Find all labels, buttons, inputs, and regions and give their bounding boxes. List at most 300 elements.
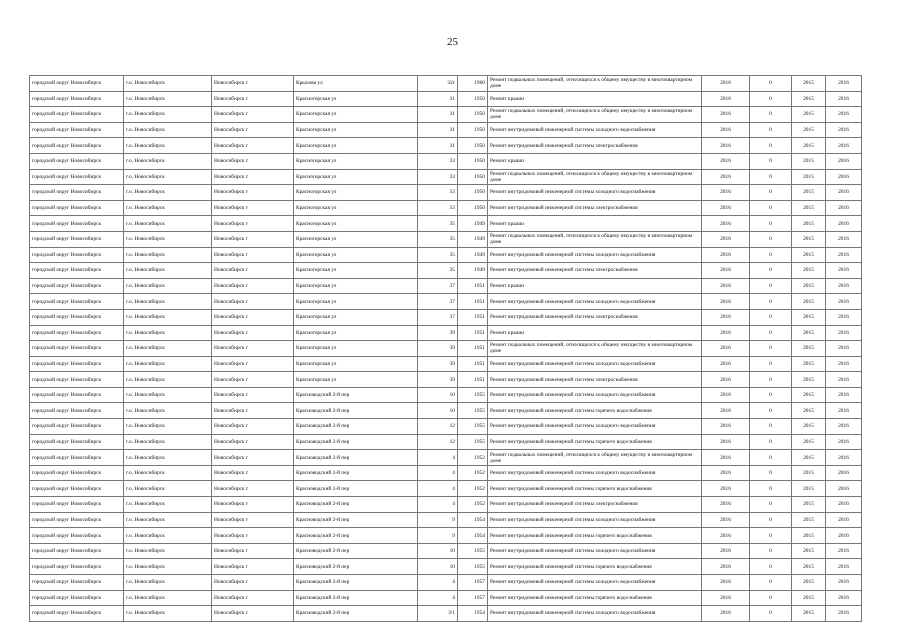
cell-street: Красногорская ул: [294, 278, 418, 294]
cell-y2: 2015: [792, 465, 826, 481]
cell-y3: 2016: [826, 309, 862, 325]
cell-district: г.о. Новосибирск: [124, 122, 212, 138]
cell-house: 12: [418, 434, 458, 450]
cell-city: Новосибирск г: [212, 481, 294, 497]
cell-street: Красногорская ул: [294, 200, 418, 216]
cell-district: г.о. Новосибирск: [124, 294, 212, 310]
cell-municipality: городской округ Новосибирск: [30, 278, 124, 294]
cell-y2: 2015: [792, 575, 826, 591]
cell-district: г.о. Новосибирск: [124, 247, 212, 263]
cell-y1: 2016: [702, 512, 750, 528]
cell-y3: 2016: [826, 216, 862, 232]
cell-municipality: городской округ Новосибирск: [30, 107, 124, 123]
cell-municipality: городской округ Новосибирск: [30, 231, 124, 247]
cell-work: Ремонт подвальных помещений, относящихся к общему имуществу в многоквартирном доме: [488, 107, 702, 123]
cell-municipality: городской округ Новосибирск: [30, 341, 124, 357]
cell-work: Ремонт внутридомовой инженерной системы холодного водоснабжения: [488, 185, 702, 201]
cell-work: Ремонт подвальных помещений, относящихся к общему имуществу в многоквартирном доме: [488, 76, 702, 92]
cell-municipality: городской округ Новосибирск: [30, 200, 124, 216]
cell-work: Ремонт внутридомовой инженерной системы холодного водоснабжения: [488, 465, 702, 481]
cell-work: Ремонт внутридомовой инженерной системы электроснабжения: [488, 372, 702, 388]
cell-y1: 2016: [702, 356, 750, 372]
cell-municipality: городской округ Новосибирск: [30, 153, 124, 169]
table-row: [30, 185, 862, 201]
cell-y2: 2015: [792, 263, 826, 279]
cell-city: Новосибирск г: [212, 263, 294, 279]
cell-n: 0: [750, 76, 792, 92]
cell-y3: 2016: [826, 512, 862, 528]
cell-y2: 2015: [792, 528, 826, 544]
table-row: [30, 356, 862, 372]
cell-district: г.о. Новосибирск: [124, 450, 212, 466]
cell-y2: 2015: [792, 138, 826, 154]
cell-district: г.о. Новосибирск: [124, 528, 212, 544]
cell-district: г.о. Новосибирск: [124, 231, 212, 247]
cell-n: 0: [750, 528, 792, 544]
cell-house: 35: [418, 263, 458, 279]
cell-y1: 2016: [702, 543, 750, 559]
cell-street: Красногорская ул: [294, 325, 418, 341]
cell-city: Новосибирск г: [212, 107, 294, 123]
cell-work: Ремонт внутридомовой инженерной системы холодного водоснабжения: [488, 356, 702, 372]
cell-y1: 2016: [702, 419, 750, 435]
cell-street: Красноводский 2-й пер: [294, 434, 418, 450]
cell-house: 10: [418, 387, 458, 403]
cell-street: Красноводский 2-й пер: [294, 387, 418, 403]
cell-n: 0: [750, 419, 792, 435]
cell-street: Красноводский 2-й пер: [294, 512, 418, 528]
cell-municipality: городской округ Новосибирск: [30, 76, 124, 92]
table-row: [30, 403, 862, 419]
cell-city: Новосибирск г: [212, 153, 294, 169]
cell-street: Красногорская ул: [294, 138, 418, 154]
cell-district: г.о. Новосибирск: [124, 263, 212, 279]
cell-work: Ремонт внутридомовой инженерной системы холодного водоснабжения: [488, 247, 702, 263]
cell-y1: 2016: [702, 91, 750, 107]
cell-district: г.о. Новосибирск: [124, 559, 212, 575]
cell-street: Красноводский 2-й пер: [294, 575, 418, 591]
cell-house: 10: [418, 403, 458, 419]
cell-street: Красноводский 2-й пер: [294, 606, 418, 622]
table-row: [30, 465, 862, 481]
cell-street: Красноводский 2-й пер: [294, 543, 418, 559]
cell-municipality: городской округ Новосибирск: [30, 122, 124, 138]
cell-city: Новосибирск г: [212, 325, 294, 341]
cell-y1: 2016: [702, 325, 750, 341]
cell-year: 1949: [458, 263, 488, 279]
cell-street: Красногорская ул: [294, 372, 418, 388]
cell-street: Красноводский 2-й пер: [294, 450, 418, 466]
cell-house: 4: [418, 481, 458, 497]
cell-city: Новосибирск г: [212, 278, 294, 294]
cell-district: г.о. Новосибирск: [124, 76, 212, 92]
cell-work: Ремонт внутридомовой инженерной системы холодного водоснабжения: [488, 294, 702, 310]
cell-city: Новосибирск г: [212, 606, 294, 622]
cell-y2: 2015: [792, 185, 826, 201]
cell-district: г.о. Новосибирск: [124, 512, 212, 528]
cell-house: 33: [418, 153, 458, 169]
cell-house: 31: [418, 107, 458, 123]
cell-y3: 2016: [826, 497, 862, 513]
cell-n: 0: [750, 465, 792, 481]
cell-y2: 2015: [792, 606, 826, 622]
cell-district: г.о. Новосибирск: [124, 403, 212, 419]
cell-n: 0: [750, 91, 792, 107]
cell-year: 1952: [458, 450, 488, 466]
cell-work: Ремонт крыши: [488, 216, 702, 232]
cell-y3: 2016: [826, 419, 862, 435]
cell-year: 1955: [458, 387, 488, 403]
cell-district: г.о. Новосибирск: [124, 606, 212, 622]
cell-n: 0: [750, 559, 792, 575]
cell-n: 0: [750, 543, 792, 559]
table-row: [30, 606, 862, 622]
cell-street: Красногорская ул: [294, 169, 418, 185]
cell-y1: 2016: [702, 247, 750, 263]
cell-district: г.о. Новосибирск: [124, 153, 212, 169]
cell-y1: 2016: [702, 122, 750, 138]
cell-municipality: городской округ Новосибирск: [30, 356, 124, 372]
cell-y3: 2016: [826, 606, 862, 622]
cell-house: 31: [418, 138, 458, 154]
cell-year: 1949: [458, 231, 488, 247]
cell-n: 0: [750, 450, 792, 466]
table-row: [30, 450, 862, 466]
cell-work: Ремонт внутридомовой инженерной системы горячего водоснабжения: [488, 434, 702, 450]
cell-city: Новосибирск г: [212, 185, 294, 201]
cell-city: Новосибирск г: [212, 309, 294, 325]
cell-city: Новосибирск г: [212, 200, 294, 216]
cell-work: Ремонт внутридомовой инженерной системы горячего водоснабжения: [488, 403, 702, 419]
cell-district: г.о. Новосибирск: [124, 590, 212, 606]
cell-y3: 2016: [826, 122, 862, 138]
cell-y3: 2016: [826, 200, 862, 216]
cell-n: 0: [750, 356, 792, 372]
cell-district: г.о. Новосибирск: [124, 185, 212, 201]
table-row: [30, 107, 862, 123]
cell-city: Новосибирск г: [212, 465, 294, 481]
table-row: [30, 387, 862, 403]
cell-district: г.о. Новосибирск: [124, 107, 212, 123]
cell-y3: 2016: [826, 294, 862, 310]
cell-work: Ремонт внутридомовой инженерной системы холодного водоснабжения: [488, 419, 702, 435]
cell-work: Ремонт внутридомовой инженерной системы холодного водоснабжения: [488, 575, 702, 591]
cell-n: 0: [750, 606, 792, 622]
cell-work: Ремонт внутридомовой инженерной системы горячего водоснабжения: [488, 528, 702, 544]
cell-n: 0: [750, 575, 792, 591]
cell-municipality: городской округ Новосибирск: [30, 185, 124, 201]
cell-street: Красноводский 2-й пер: [294, 528, 418, 544]
cell-n: 0: [750, 403, 792, 419]
cell-district: г.о. Новосибирск: [124, 91, 212, 107]
cell-city: Новосибирск г: [212, 528, 294, 544]
cell-house: 37: [418, 294, 458, 310]
table-row: [30, 512, 862, 528]
cell-house: 35: [418, 231, 458, 247]
cell-work: Ремонт крыши: [488, 91, 702, 107]
cell-year: 1949: [458, 247, 488, 263]
cell-y3: 2016: [826, 138, 862, 154]
cell-year: 1952: [458, 465, 488, 481]
cell-y1: 2016: [702, 278, 750, 294]
cell-y2: 2015: [792, 122, 826, 138]
cell-municipality: городской округ Новосибирск: [30, 263, 124, 279]
cell-district: г.о. Новосибирск: [124, 278, 212, 294]
cell-work: Ремонт внутридомовой инженерной системы электроснабжения: [488, 138, 702, 154]
cell-street: Красногорская ул: [294, 356, 418, 372]
table-row: [30, 278, 862, 294]
cell-y2: 2015: [792, 497, 826, 513]
cell-city: Новосибирск г: [212, 497, 294, 513]
cell-street: Красногорская ул: [294, 231, 418, 247]
cell-street: Красногорская ул: [294, 122, 418, 138]
cell-y1: 2016: [702, 434, 750, 450]
cell-y3: 2016: [826, 76, 862, 92]
table-row: [30, 122, 862, 138]
cell-y2: 2015: [792, 419, 826, 435]
cell-street: Красноводский 2-й пер: [294, 465, 418, 481]
table-body: [30, 76, 862, 622]
table-row: [30, 309, 862, 325]
cell-district: г.о. Новосибирск: [124, 481, 212, 497]
cell-y2: 2015: [792, 403, 826, 419]
cell-city: Новосибирск г: [212, 169, 294, 185]
cell-y2: 2015: [792, 169, 826, 185]
cell-year: 1955: [458, 403, 488, 419]
cell-municipality: городской округ Новосибирск: [30, 575, 124, 591]
table-row: [30, 325, 862, 341]
cell-y3: 2016: [826, 247, 862, 263]
cell-y3: 2016: [826, 372, 862, 388]
cell-house: 35: [418, 247, 458, 263]
cell-year: 1952: [458, 497, 488, 513]
cell-municipality: городской округ Новосибирск: [30, 247, 124, 263]
cell-street: Красногорская ул: [294, 91, 418, 107]
cell-y2: 2015: [792, 372, 826, 388]
cell-y3: 2016: [826, 559, 862, 575]
cell-house: 9: [418, 512, 458, 528]
cell-city: Новосибирск г: [212, 294, 294, 310]
table-row: [30, 294, 862, 310]
cell-year: 1951: [458, 372, 488, 388]
page-number: 25: [447, 36, 458, 48]
cell-y1: 2016: [702, 497, 750, 513]
cell-n: 0: [750, 497, 792, 513]
cell-city: Новосибирск г: [212, 356, 294, 372]
cell-year: 1955: [458, 434, 488, 450]
cell-city: Новосибирск г: [212, 559, 294, 575]
cell-district: г.о. Новосибирск: [124, 575, 212, 591]
cell-n: 0: [750, 247, 792, 263]
cell-y1: 2016: [702, 294, 750, 310]
cell-work: Ремонт внутридомовой инженерной системы горячего водоснабжения: [488, 559, 702, 575]
cell-municipality: городской округ Новосибирск: [30, 543, 124, 559]
cell-y3: 2016: [826, 528, 862, 544]
cell-work: Ремонт крыши: [488, 325, 702, 341]
cell-street: Красногорская ул: [294, 153, 418, 169]
cell-n: 0: [750, 185, 792, 201]
cell-district: г.о. Новосибирск: [124, 497, 212, 513]
cell-n: 0: [750, 590, 792, 606]
cell-y2: 2015: [792, 512, 826, 528]
cell-municipality: городской округ Новосибирск: [30, 465, 124, 481]
cell-y3: 2016: [826, 450, 862, 466]
cell-y1: 2016: [702, 481, 750, 497]
cell-y1: 2016: [702, 153, 750, 169]
table-row: [30, 341, 862, 357]
cell-y2: 2015: [792, 153, 826, 169]
cell-street: Красногорская ул: [294, 107, 418, 123]
cell-y1: 2016: [702, 107, 750, 123]
cell-street: Красногорская ул: [294, 247, 418, 263]
cell-y1: 2016: [702, 216, 750, 232]
table-row: [30, 372, 862, 388]
repair-schedule-table: [29, 75, 862, 622]
cell-year: 1951: [458, 325, 488, 341]
cell-city: Новосибирск г: [212, 247, 294, 263]
cell-n: 0: [750, 278, 792, 294]
cell-municipality: городской округ Новосибирск: [30, 606, 124, 622]
table-row: [30, 543, 862, 559]
cell-house: 12: [418, 419, 458, 435]
cell-y2: 2015: [792, 434, 826, 450]
cell-y3: 2016: [826, 341, 862, 357]
cell-city: Новосибирск г: [212, 450, 294, 466]
cell-y2: 2015: [792, 294, 826, 310]
cell-house: 35: [418, 216, 458, 232]
cell-work: Ремонт внутридомовой инженерной системы электроснабжения: [488, 497, 702, 513]
cell-y1: 2016: [702, 200, 750, 216]
cell-city: Новосибирск г: [212, 372, 294, 388]
cell-city: Новосибирск г: [212, 91, 294, 107]
cell-n: 0: [750, 309, 792, 325]
cell-city: Новосибирск г: [212, 231, 294, 247]
cell-house: 39: [418, 356, 458, 372]
cell-y2: 2015: [792, 481, 826, 497]
cell-district: г.о. Новосибирск: [124, 372, 212, 388]
cell-municipality: городской округ Новосибирск: [30, 138, 124, 154]
cell-y2: 2015: [792, 231, 826, 247]
cell-year: 1954: [458, 512, 488, 528]
cell-y1: 2016: [702, 263, 750, 279]
cell-y1: 2016: [702, 231, 750, 247]
cell-n: 0: [750, 481, 792, 497]
cell-district: г.о. Новосибирск: [124, 169, 212, 185]
cell-y1: 2016: [702, 403, 750, 419]
cell-y1: 2016: [702, 372, 750, 388]
cell-y1: 2016: [702, 575, 750, 591]
table-row: [30, 263, 862, 279]
cell-municipality: городской округ Новосибирск: [30, 590, 124, 606]
cell-work: Ремонт внутридомовой инженерной системы холодного водоснабжения: [488, 122, 702, 138]
cell-street: Красногорская ул: [294, 294, 418, 310]
cell-district: г.о. Новосибирск: [124, 309, 212, 325]
cell-municipality: городской округ Новосибирск: [30, 481, 124, 497]
table-row: [30, 169, 862, 185]
cell-year: 1950: [458, 153, 488, 169]
cell-work: Ремонт подвальных помещений, относящихся к общему имуществу в многоквартирном доме: [488, 169, 702, 185]
cell-y2: 2015: [792, 76, 826, 92]
cell-house: 10: [418, 559, 458, 575]
cell-house: 3/1: [418, 606, 458, 622]
cell-house: 4: [418, 575, 458, 591]
cell-municipality: городской округ Новосибирск: [30, 512, 124, 528]
cell-municipality: городской округ Новосибирск: [30, 528, 124, 544]
cell-y3: 2016: [826, 107, 862, 123]
cell-y3: 2016: [826, 263, 862, 279]
table-row: [30, 231, 862, 247]
cell-y2: 2015: [792, 216, 826, 232]
cell-year: 1951: [458, 278, 488, 294]
cell-y2: 2015: [792, 543, 826, 559]
cell-y1: 2016: [702, 387, 750, 403]
cell-city: Новосибирск г: [212, 76, 294, 92]
cell-work: Ремонт внутридомовой инженерной системы электроснабжения: [488, 309, 702, 325]
table-row: [30, 497, 862, 513]
cell-y2: 2015: [792, 590, 826, 606]
cell-city: Новосибирск г: [212, 403, 294, 419]
cell-work: Ремонт подвальных помещений, относящихся к общему имуществу в многоквартирном доме: [488, 341, 702, 357]
cell-n: 0: [750, 263, 792, 279]
cell-work: Ремонт внутридомовой инженерной системы холодного водоснабжения: [488, 606, 702, 622]
cell-y3: 2016: [826, 169, 862, 185]
cell-n: 0: [750, 231, 792, 247]
cell-y3: 2016: [826, 543, 862, 559]
cell-y2: 2015: [792, 356, 826, 372]
cell-district: г.о. Новосибирск: [124, 138, 212, 154]
cell-year: 1951: [458, 341, 488, 357]
table-row: [30, 247, 862, 263]
cell-house: 10: [418, 543, 458, 559]
cell-n: 0: [750, 138, 792, 154]
cell-street: Красногорская ул: [294, 341, 418, 357]
cell-work: Ремонт крыши: [488, 153, 702, 169]
cell-year: 1952: [458, 481, 488, 497]
cell-municipality: городской округ Новосибирск: [30, 216, 124, 232]
cell-city: Новосибирск г: [212, 512, 294, 528]
cell-year: 1950: [458, 169, 488, 185]
cell-y2: 2015: [792, 247, 826, 263]
table-row: [30, 91, 862, 107]
cell-y2: 2015: [792, 450, 826, 466]
cell-street: Красногорская ул: [294, 309, 418, 325]
cell-street: Красногорская ул: [294, 216, 418, 232]
cell-y3: 2016: [826, 278, 862, 294]
cell-year: 1957: [458, 590, 488, 606]
cell-house: 37: [418, 309, 458, 325]
cell-house: 32г: [418, 76, 458, 92]
cell-y1: 2016: [702, 169, 750, 185]
cell-y1: 2016: [702, 606, 750, 622]
cell-n: 0: [750, 169, 792, 185]
cell-work: Ремонт внутридомовой инженерной системы горячего водоснабжения: [488, 590, 702, 606]
cell-y3: 2016: [826, 387, 862, 403]
cell-municipality: городской округ Новосибирск: [30, 450, 124, 466]
cell-house: 4: [418, 590, 458, 606]
cell-y2: 2015: [792, 91, 826, 107]
cell-municipality: городской округ Новосибирск: [30, 387, 124, 403]
cell-y3: 2016: [826, 231, 862, 247]
cell-work: Ремонт внутридомовой инженерной системы холодного водоснабжения: [488, 512, 702, 528]
cell-n: 0: [750, 325, 792, 341]
cell-municipality: городской округ Новосибирск: [30, 434, 124, 450]
cell-y1: 2016: [702, 76, 750, 92]
cell-y1: 2016: [702, 341, 750, 357]
cell-y2: 2015: [792, 309, 826, 325]
cell-house: 39: [418, 341, 458, 357]
cell-district: г.о. Новосибирск: [124, 216, 212, 232]
cell-y1: 2016: [702, 309, 750, 325]
